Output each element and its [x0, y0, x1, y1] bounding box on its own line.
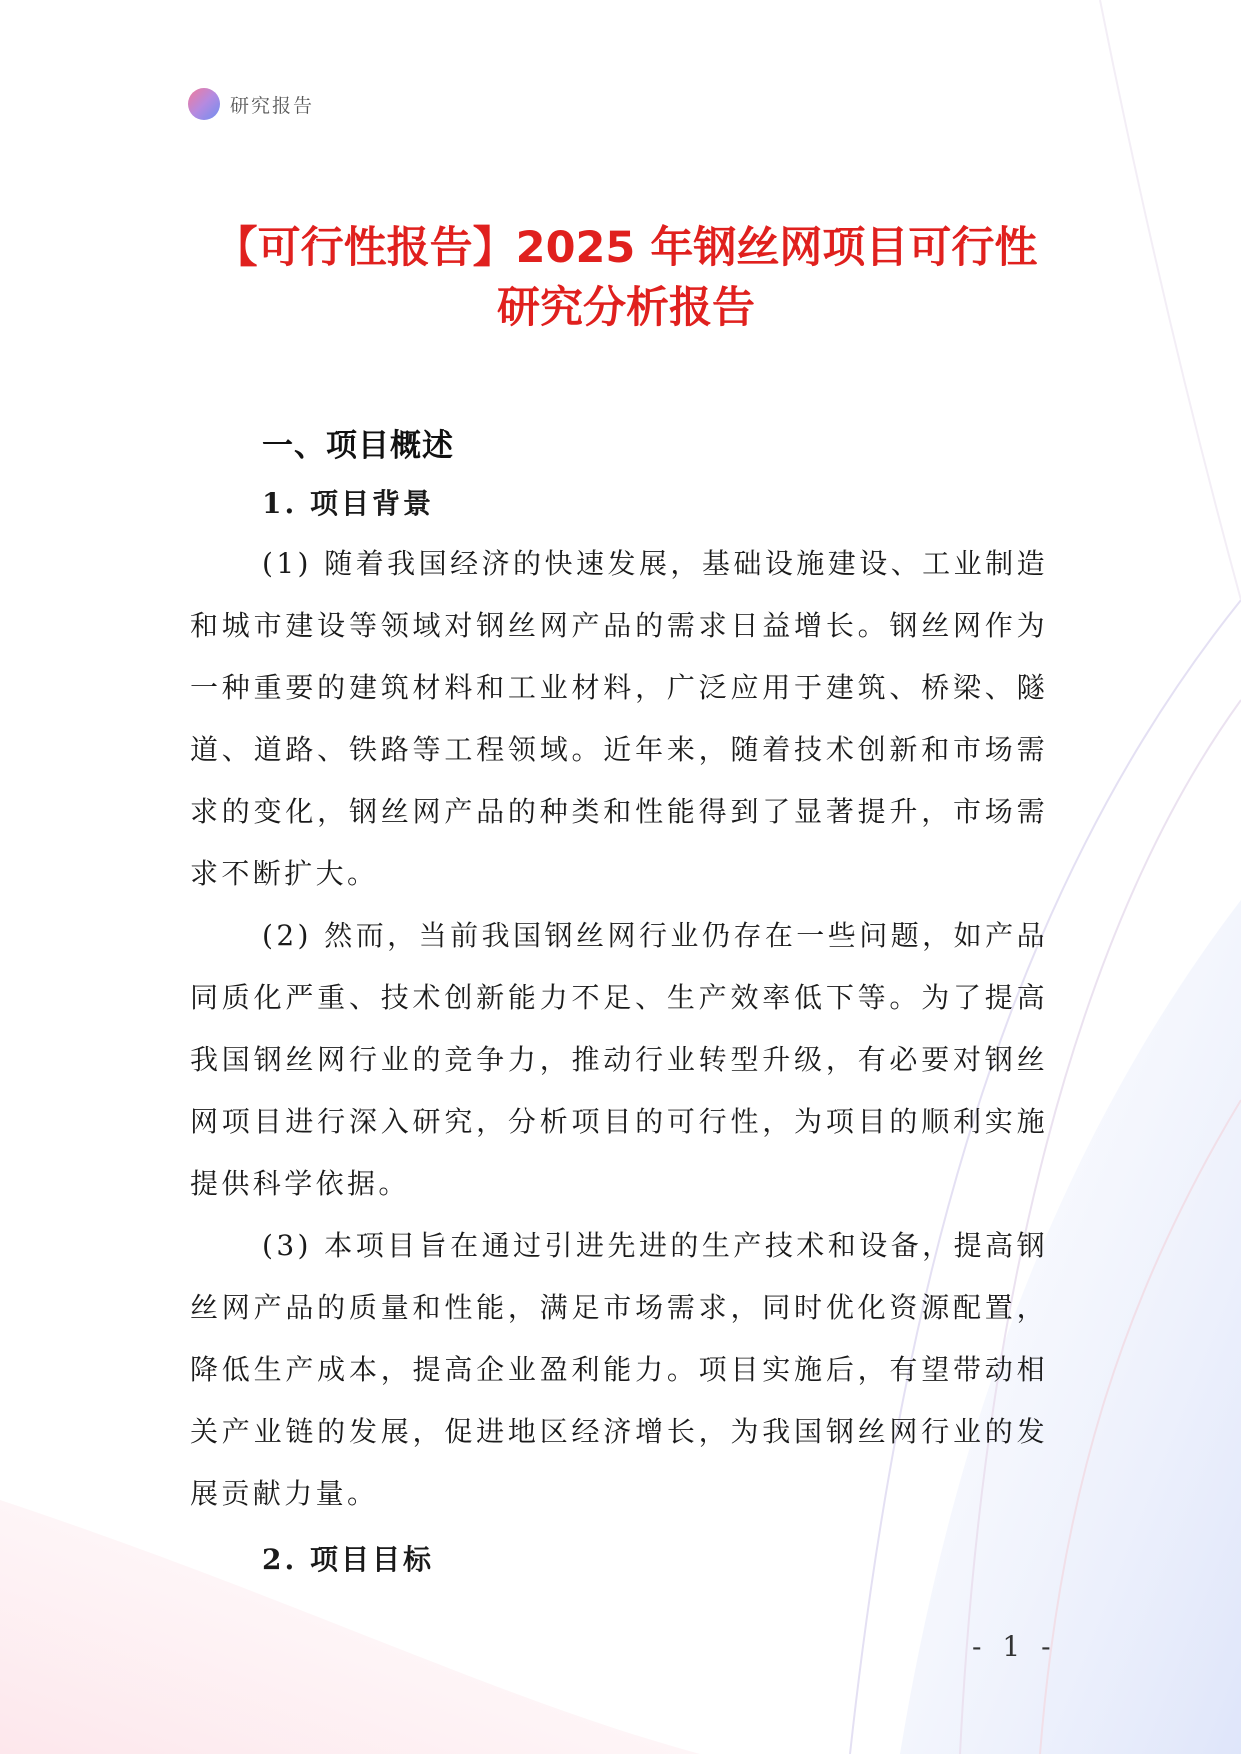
page-header	[188, 88, 314, 120]
paragraph-1: (1) 随着我国经济的快速发展，基础设施建设、工业制造和城市建设等领域对钢丝网产品的需求日益增长。钢丝网作为一种重要的建筑材料和工业材料，广泛应用于建筑、桥梁、隧道、道路、铁路等工程领域。近年来，随着技术创新和市场需求的变化，钢丝网产品的种类和性能得到了显著提升，市场需求不断扩大。	[190, 547, 1048, 890]
paragraph-2: (2) 然而，当前我国钢丝网行业仍存在一些问题，如产品同质化严重、技术创新能力不足、生产效率低下等。为了提高我国钢丝网行业的竞争力，推动行业转型升级，有必要对钢丝网项目进行深入研究，分析项目的可行性，为项目的顺利实施提供科学依据。	[190, 919, 1048, 1200]
subsection-heading-background: 1. 项目背景	[262, 487, 434, 520]
document-title: 【可行性报告】2025 年钢丝网项目可行性研究分析报告	[214, 223, 1038, 333]
brand-logo-icon	[188, 88, 220, 120]
header-label: 研究报告	[230, 94, 315, 117]
paragraph-3: (3) 本项目旨在通过引进先进的生产技术和设备，提高钢丝网产品的质量和性能，满足市场需求，同时优化资源配置，降低生产成本，提高企业盈利能力。项目实施后，有望带动相关产业链的发展，促进地区经济增长，为我国钢丝网行业的发展贡献力量。	[190, 1229, 1048, 1510]
subsection-heading-goals: 2. 项目目标	[262, 1543, 434, 1576]
page-number: - 1 -	[972, 1630, 1057, 1663]
section-heading: 一、项目概述	[262, 428, 454, 464]
